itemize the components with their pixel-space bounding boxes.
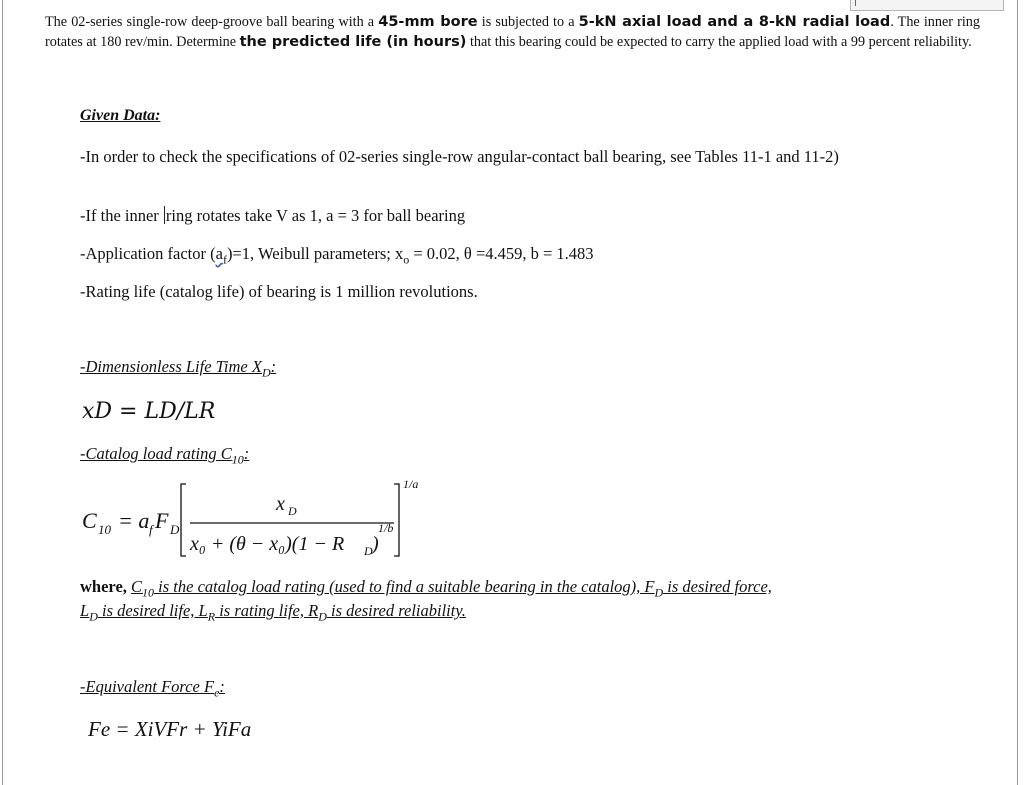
- fd-subscript: D: [170, 522, 180, 537]
- fraction-numerator: x: [276, 493, 285, 515]
- given-data-heading: Given Data:: [80, 107, 161, 124]
- dimensionless-life-formula: [78, 390, 278, 430]
- given-line-factors: -Application factor $(a_f)=1$, Weibull parameters; $x_o = 0.02$, θ =4.459, b = 1.483: [80, 244, 594, 267]
- top-panel-tab[interactable]: [850, 0, 1004, 11]
- fraction-denominator: x₀ + (θ − x₀)(1 − R: [190, 533, 345, 555]
- force-symbol: F: [155, 508, 169, 533]
- right-bracket: [394, 484, 399, 556]
- window-left-border: [2, 0, 3, 785]
- left-bracket: [181, 484, 186, 556]
- dimensionless-life-heading: -Dimensionless Life Time $X_D$:: [80, 357, 277, 380]
- c10-subscript: 10: [98, 522, 111, 537]
- inner-exponent: 1/b: [378, 521, 394, 535]
- denominator-subscript: D: [364, 544, 373, 558]
- equivalent-force-formula-text: Fe = XiVFr + YiFa: [88, 717, 252, 741]
- given-line-inner-ring: -If the inner ring rotates take V as 1, a = 3 for ball bearing: [80, 206, 466, 225]
- outer-exponent: 1/a: [403, 477, 419, 491]
- given-line-tables: -In order to check the specifications of 02-series single-row angular-contact ball bearing, see Tables 11-1 and 11-2): [80, 147, 839, 166]
- dimensionless-life-formula-text: xD = LD/LR: [82, 399, 216, 424]
- top-panel-tick: [855, 0, 856, 6]
- equals-af: = a: [118, 508, 150, 533]
- equivalent-force-formula: [80, 710, 300, 744]
- bore-emphasis: 45-mm bore: [378, 14, 478, 30]
- load-emphasis: 5-kN axial load and a 8-kN radial load: [578, 14, 891, 30]
- equivalent-force-heading: -Equivalent Force $F_e$:: [80, 677, 225, 700]
- text-cursor: [164, 206, 165, 224]
- where-line-2: $L_D$ is desired life, $L_R$ is rating life, $R_D$ is desired reliability.: [80, 601, 466, 624]
- catalog-load-formula: [78, 474, 438, 564]
- catalog-load-heading: -Catalog load rating $C_{10}$:: [80, 444, 250, 467]
- numerator-subscript: D: [288, 504, 297, 518]
- life-emphasis: the predicted life (in hours): [239, 33, 467, 50]
- af-subscript: f: [149, 522, 153, 537]
- given-line-rating-life: -Rating life (catalog life) of bearing is 1 million revolutions.: [80, 282, 478, 301]
- c10-symbol: C: [82, 508, 97, 533]
- where-line-1: where, $C_{10}$ is the catalog load rating (used to find a suitable bearing in the catalog), $F_D$ is desired force,: [80, 577, 772, 600]
- problem-statement: The 02-series single-row deep-groove ball bearing with a 45-mm bore is subjected to a 5-kN axial load and a 8-kN radial load. The inner ring rotates at 180 rev/min. Determine the predicted life (in hours) that this bearing could be expected to carry the applied load with a 99 percent reliability.: [45, 14, 980, 50]
- denominator-close: ): [372, 533, 379, 555]
- window-right-border: [1017, 0, 1018, 785]
